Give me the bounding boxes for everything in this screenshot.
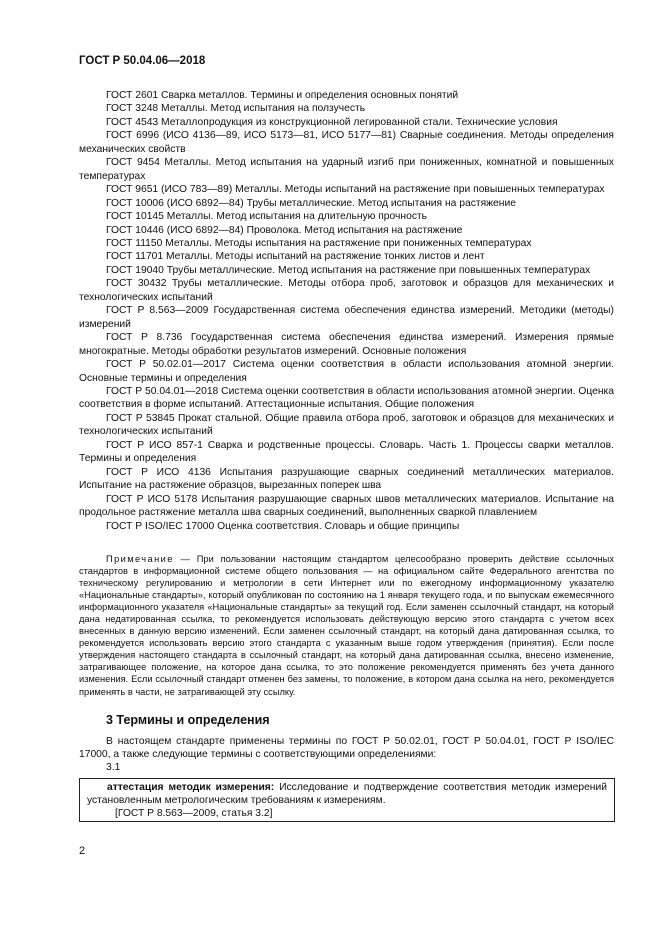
reference-item: ГОСТ Р 8.563—2009 Государственная система обеспечения единства измерений. Методики (методы) измерений bbox=[79, 305, 614, 330]
term-number: 3.1 bbox=[106, 762, 121, 773]
reference-item: ГОСТ 4543 Металлопродукция из конструкционной легированной стали. Технические условия bbox=[106, 116, 558, 128]
reference-item: ГОСТ Р 53845 Прокат стальной. Общие правила отбора проб, заготовок и образцов для механических и технологических испытаний bbox=[79, 412, 614, 438]
note-label: Примечание bbox=[106, 554, 174, 564]
reference-item: ГОСТ 9454 Металлы. Метод испытания на ударный изгиб при пониженных, комнатной и повышенных температурах bbox=[79, 157, 614, 182]
reference-item: ГОСТ 2601 Сварка металлов. Термины и определения основных понятий bbox=[106, 90, 459, 101]
reference-item: ГОСТ 10145 Металлы. Метод испытания на длительную прочность bbox=[106, 211, 428, 223]
document-header: ГОСТ Р 50.04.06—2018 bbox=[79, 55, 206, 67]
reference-item: ГОСТ 3248 Металлы. Метод испытания на ползучесть bbox=[106, 103, 366, 115]
section-title: 3 Термины и определения bbox=[106, 713, 270, 727]
section-intro: В настоящем стандарте применены термины по ГОСТ Р 50.02.01, ГОСТ Р 50.04.01, ГОСТ Р ISO/IEC 17000, а также следующие термины с соответствующими определениями: bbox=[79, 736, 614, 761]
reference-item: ГОСТ 9651 (ИСО 783—89) Металлы. Методы испытаний на растяжение при повышенных температурах bbox=[106, 184, 605, 196]
reference-item: ГОСТ Р ISO/IEC 17000 Оценка соответствия. Словарь и общие принципы bbox=[106, 520, 460, 532]
term-text: Исследование и подтверждение соответствия методик измерений установленным метрологическим требованиям к измерениям. bbox=[87, 782, 607, 807]
reference-item: ГОСТ 19040 Трубы металлические. Метод испытания на растяжение при повышенных температурах bbox=[106, 264, 591, 276]
reference-item: ГОСТ Р ИСО 857-1 Сварка и родственные процессы. Словарь. Часть 1. Процессы сварки металлов. Термины и определения bbox=[79, 439, 614, 465]
note-text: — При пользовании настоящим стандартом целесообразно проверить действие ссылочных стандартов в информационной системе общего пользования — на официальном сайте Федерального агентства по техническому регулированию и метрологии в сети Интернет или по ежегодному информационному указателю «Национальные стандарты», который опубликован по состоянию на 1 января текущего года, и по выпускам ежемесячного информационного указателя «Национальные стандарты» за текущий год. Если заменен ссылочный стандарт, на который дана недатированная ссылка, то рекомендуется использовать действующую версию этого стандарта с учетом всех внесенных в данную версию изменений. Если заменен ссылочный стандарт, на который дана датированная ссылка, то рекомендуется использовать версию этого стандарта с указанным выше годом утверждения (принятия). Если после утверждения настоящего стандарта в ссылочный стандарт, на который дана датированная ссылка, внесено изменение, затрагивающее положение, на которое дана ссылка, то это положение рекомендуется применять без учета данного изменения. Если ссылочный стандарт отменен без замены, то положение, в котором дана ссылка на него, рекомендуется применять в части, не затрагивающей эту ссылку. bbox=[79, 554, 614, 697]
normative-references-list bbox=[79, 89, 614, 533]
term-source: [ГОСТ Р 8.563—2009, статья 3.2] bbox=[115, 808, 273, 819]
reference-item: ГОСТ Р 50.04.01—2018 Система оценки соответствия в области использования атомной энергии. Оценка соответствия в форме испытаний. Аттестационные испытания. Общие положения bbox=[79, 385, 614, 411]
term-definition-box bbox=[79, 778, 615, 822]
reference-item: ГОСТ Р ИСО 4136 Испытания разрушающие сварных соединений металлических материалов. Испытание на растяжение образцов, вырезанных поперек шва bbox=[79, 466, 614, 492]
reference-item: ГОСТ 11150 Металлы. Методы испытания на растяжение при пониженных температурах bbox=[106, 237, 532, 249]
reference-item: ГОСТ 30432 Трубы металлические. Методы отбора проб, заготовок и образцов для механических и технологических испытаний bbox=[79, 278, 614, 303]
term-name: аттестация методик измерения: bbox=[107, 782, 275, 793]
page-number: 2 bbox=[79, 845, 86, 857]
reference-item: ГОСТ 10446 (ИСО 6892—84) Проволока. Метод испытания на растяжение bbox=[106, 224, 463, 236]
note-paragraph bbox=[79, 553, 614, 698]
reference-item: ГОСТ 11701 Металлы. Методы испытаний на растяжение тонких листов и лент bbox=[106, 251, 485, 263]
term-definition bbox=[87, 781, 607, 808]
reference-item: ГОСТ Р 50.02.01—2017 Система оценки соответствия в области использования атомной энергии. Основные термины и определения bbox=[79, 359, 614, 384]
reference-item: ГОСТ 10006 (ИСО 6892—84) Трубы металлические. Метод испытания на растяжение bbox=[106, 197, 516, 209]
reference-item: ГОСТ 6996 (ИСО 4136—89, ИСО 5173—81, ИСО 5177—81) Сварные соединения. Методы определения механических свойств bbox=[79, 130, 614, 155]
reference-item: ГОСТ Р 8.736 Государственная система обеспечения единства измерений. Измерения прямые многократные. Методы обработки результатов измерений. Основные положения bbox=[79, 332, 614, 357]
reference-item: ГОСТ Р ИСО 5178 Испытания разрушающие сварных швов металлических материалов. Испытание на продольное растяжение металла шва сварных соединений, выполненных сваркой плавлением bbox=[79, 493, 614, 519]
